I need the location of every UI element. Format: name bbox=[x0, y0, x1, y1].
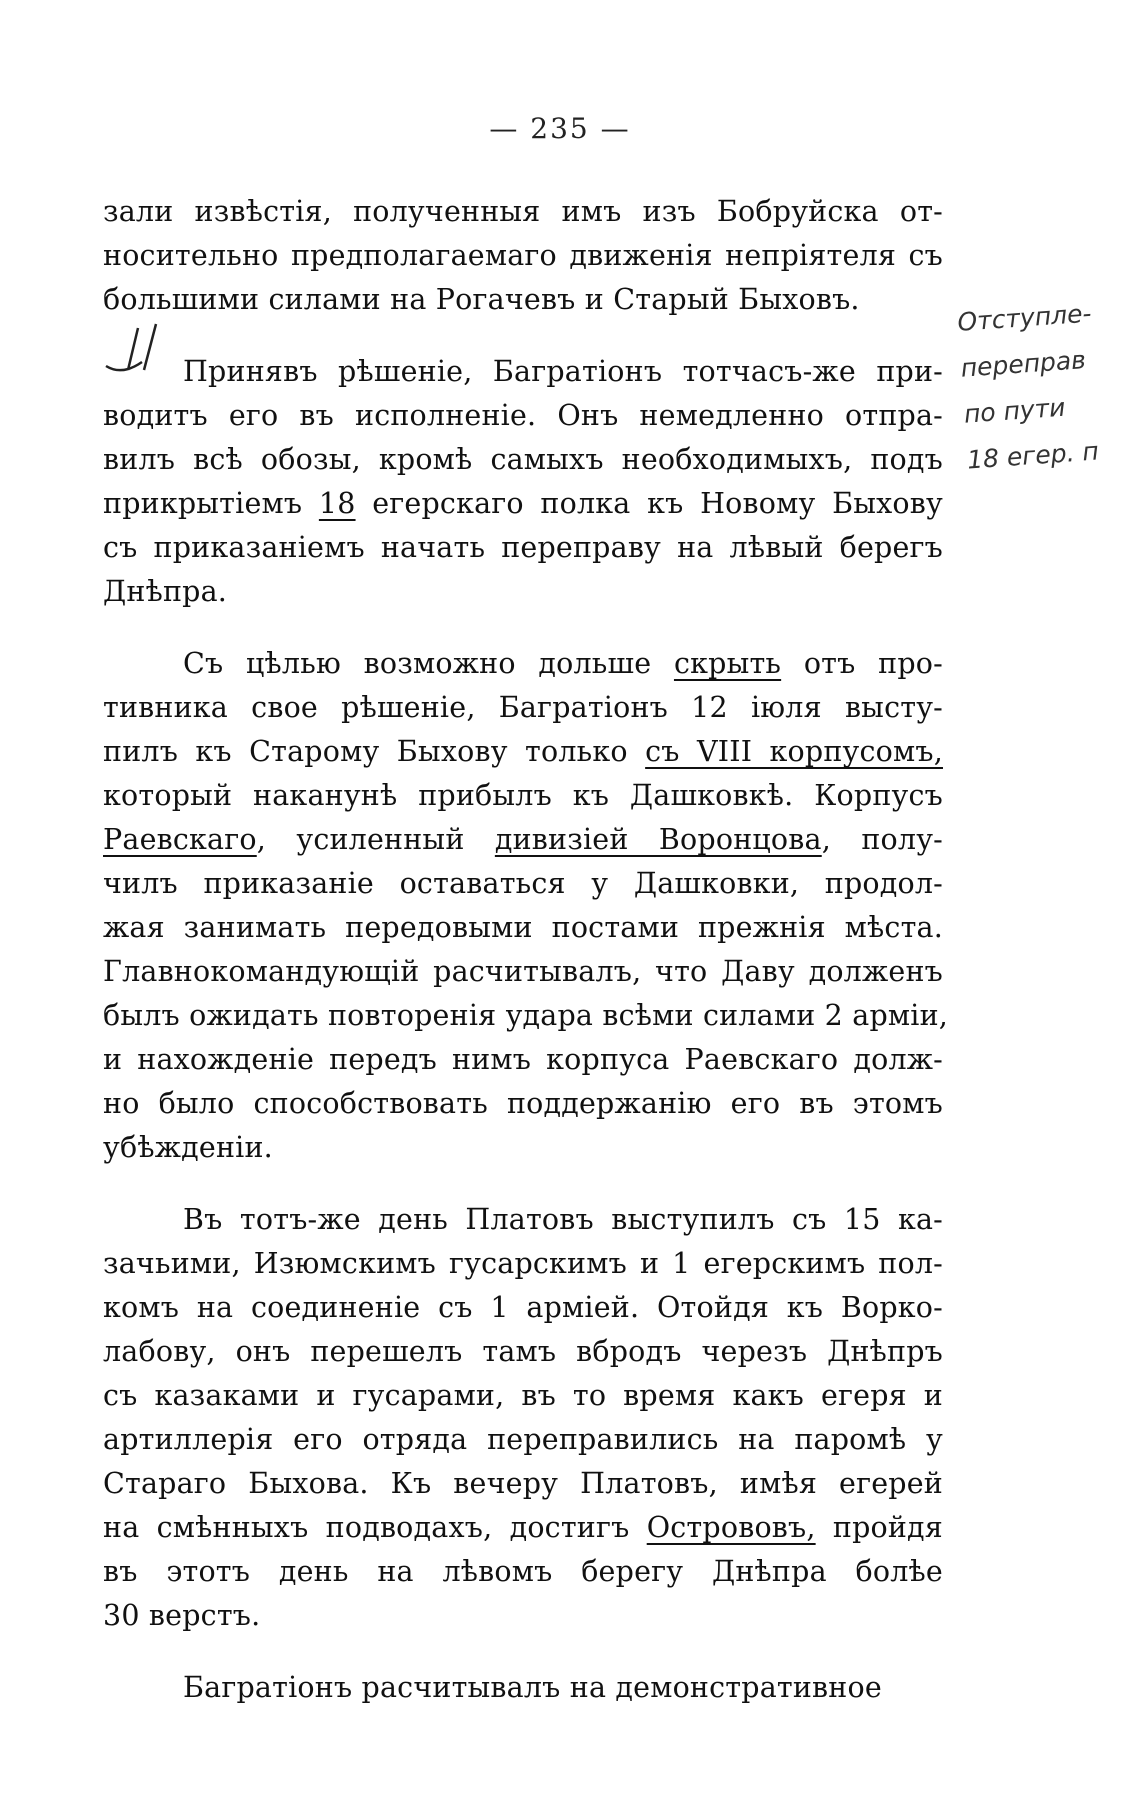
text-line: зали извѣстія, полученныя имъ изъ Бобруйска от- bbox=[103, 195, 943, 228]
text-line: въ этотъ день на лѣвомъ берегу Днѣпра болѣе bbox=[103, 1555, 943, 1588]
underlined-text: съ VIII корпусомъ, bbox=[645, 735, 943, 768]
text-segment: пройдя bbox=[815, 1511, 943, 1544]
page-number: — 235 — bbox=[489, 112, 631, 145]
text-line: Принявъ рѣшеніе, Багратіонъ тотчасъ-же при- bbox=[183, 355, 943, 388]
text-segment: , полу- bbox=[821, 823, 943, 856]
text-line: Багратіонъ расчитывалъ на демонстративное bbox=[183, 1671, 882, 1704]
text-line: артиллерія его отряда переправились на паромѣ у bbox=[103, 1423, 943, 1456]
text-line: большими силами на Рогачевъ и Старый Быховъ. bbox=[103, 283, 860, 316]
text-line bbox=[103, 818, 943, 862]
text-line: жая занимать передовыми постами прежнія мѣста. bbox=[103, 911, 943, 944]
text-line: 30 верстъ. bbox=[103, 1599, 261, 1632]
text-line bbox=[103, 482, 943, 526]
margin-note-line: Отступле- bbox=[956, 298, 1093, 337]
underlined-text: 18 bbox=[318, 487, 356, 520]
text-line: былъ ожидать повторенія удара всѣми силами 2 арміи, bbox=[103, 999, 949, 1032]
text-line: водитъ его въ исполненіе. Онъ немедленно отпра- bbox=[103, 399, 943, 432]
text-line: Главнокомандующій расчитывалъ, что Даву долженъ bbox=[103, 955, 943, 988]
text-line: Въ тотъ-же день Платовъ выступилъ съ 15 ка- bbox=[183, 1203, 943, 1236]
text-line: носительно предполагаемаго движенія непріятеля съ bbox=[103, 239, 943, 272]
text-line: съ казаками и гусарами, въ то время какъ егеря и bbox=[103, 1379, 943, 1412]
text-segment: Съ цѣлью возможно дольше bbox=[183, 647, 674, 680]
margin-note-line: по пути bbox=[962, 392, 1067, 429]
text-line: чилъ приказаніе оставаться у Дашковки, продол- bbox=[103, 867, 943, 900]
underlined-text: Раевскаго bbox=[103, 823, 257, 856]
text-segment: егерскаго полка къ Новому Быхову bbox=[372, 487, 943, 520]
text-line bbox=[103, 642, 943, 686]
text-line: вилъ всѣ обозы, кромѣ самыхъ необходимыхъ, подъ bbox=[103, 443, 943, 476]
text-line: лабову, онъ перешелъ тамъ вбродъ черезъ Днѣпръ bbox=[103, 1335, 943, 1368]
text-segment: прикрытіемъ bbox=[103, 487, 319, 520]
margin-note-line: 18 егер. п bbox=[966, 436, 1100, 475]
text-line: съ приказаніемъ начать переправу на лѣвый берегъ bbox=[103, 531, 943, 564]
text-line: убѣжденіи. bbox=[103, 1131, 273, 1164]
handwritten-margin-note bbox=[956, 287, 1140, 483]
text-line bbox=[103, 730, 943, 774]
underlined-text: дивизіей Воронцова bbox=[494, 823, 822, 856]
text-segment: отъ про- bbox=[781, 647, 943, 680]
text-line: и нахожденіе передъ нимъ корпуса Раевскаго долж- bbox=[103, 1043, 943, 1076]
text-line: Днѣпра. bbox=[103, 575, 228, 608]
text-line: который наканунѣ прибылъ къ Дашковкѣ. Корпусъ bbox=[103, 779, 943, 812]
text-line bbox=[103, 1506, 943, 1550]
text-segment: , усиленный bbox=[256, 823, 495, 856]
body-text bbox=[103, 190, 949, 1710]
text-line: зачьими, Изюмскимъ гусарскимъ и 1 егерскимъ пол- bbox=[103, 1247, 943, 1280]
text-segment: на смѣнныхъ подводахъ, достигъ bbox=[103, 1511, 647, 1544]
text-line: комъ на соединеніе съ 1 арміей. Отойдя къ Ворко- bbox=[103, 1291, 943, 1324]
underlined-text: скрыть bbox=[673, 647, 782, 680]
text-line: но было способствовать поддержанію его въ этомъ bbox=[103, 1087, 943, 1120]
text-line: тивника свое рѣшеніе, Багратіонъ 12 іюля высту- bbox=[103, 691, 943, 724]
margin-note-line: переправ bbox=[959, 345, 1087, 383]
underlined-text: Острововъ, bbox=[646, 1511, 816, 1544]
text-line: Стараго Быхова. Къ вечеру Платовъ, имѣя егерей bbox=[103, 1467, 943, 1500]
text-segment: пилъ къ Старому Быхову только bbox=[103, 735, 646, 768]
